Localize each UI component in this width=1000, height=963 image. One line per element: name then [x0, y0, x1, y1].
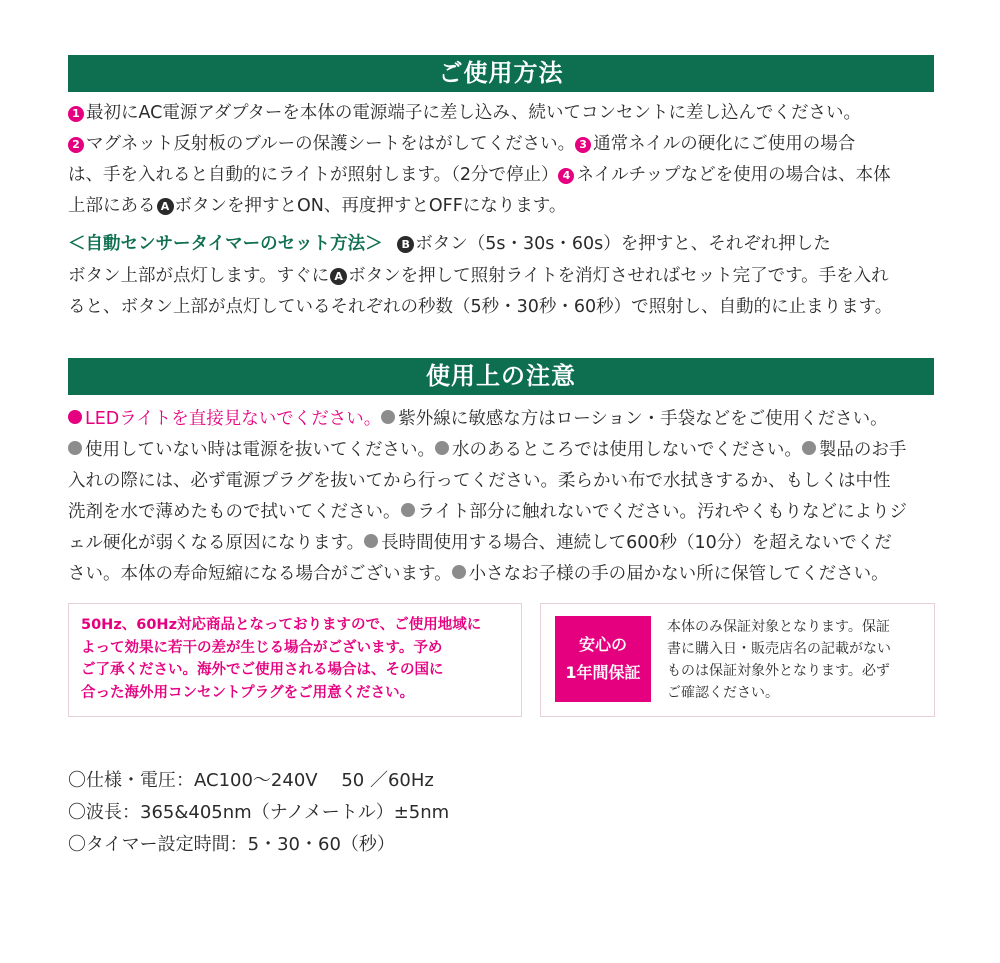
button-a-icon: A — [330, 268, 347, 285]
step-4-text-b-pre: 上部にある — [68, 196, 156, 216]
step-1-marker: 1 — [68, 106, 84, 122]
sensor-line-3 — [68, 292, 892, 323]
warranty-text — [667, 616, 891, 704]
usage-line-2 — [68, 129, 855, 160]
caution-line-6 — [68, 559, 889, 590]
pink-bullet-icon — [68, 410, 82, 424]
sensor-text-a: ボタン（5s・30s・60s）を押すと、それぞれ押した — [415, 234, 831, 254]
warranty-badge-line-2: 1年間保証 — [565, 663, 641, 682]
caution-line-2 — [68, 435, 906, 466]
step-1-text: 最初にAC電源アダプターを本体の電源端子に差し込み、続いてコンセントに差し込んでください。 — [86, 103, 861, 123]
warranty-line: ものは保証対象外となります。必ず — [667, 663, 890, 679]
caution-title: 使用上の注意 — [426, 362, 576, 390]
sensor-heading: ＜自動センサータイマーのセット方法＞ — [68, 234, 383, 254]
step-2-marker: 2 — [68, 137, 84, 153]
frequency-notice-text — [81, 614, 481, 704]
caution-touch-b: ェル硬化が弱くなる原因になります。 — [68, 533, 365, 553]
button-a-icon: A — [157, 198, 174, 215]
usage-header — [68, 55, 934, 92]
caution-line-4 — [68, 497, 907, 528]
caution-duration-a: 長時間使用する場合、連続して600秒（10分）を超えないでくだ — [381, 533, 892, 553]
sensor-text-c: ると、ボタン上部が点灯しているそれぞれの秒数（5秒・30秒・60秒）で照射し、自動的に止まります。 — [68, 297, 893, 317]
usage-line-3 — [68, 160, 891, 191]
sensor-line-2 — [68, 261, 889, 292]
gray-bullet-icon — [68, 441, 82, 455]
gray-bullet-icon — [435, 441, 449, 455]
sensor-text-b-pre: ボタン上部が点灯します。すぐに — [68, 266, 330, 286]
usage-title: ご使用方法 — [438, 59, 564, 87]
warranty-line: 書に購入日・販売店名の記載がない — [667, 641, 891, 657]
sensor-line-1 — [68, 229, 831, 260]
notice-line: よって効果に若干の差が生じる場合がございます。予め — [81, 639, 443, 656]
gray-bullet-icon — [381, 410, 395, 424]
caution-uv-note: 紫外線に敏感な方はローション・手袋などをご使用ください。 — [398, 409, 888, 429]
gray-bullet-icon — [452, 565, 466, 579]
notice-line: 50Hz、60Hz対応商品となっておりますので、ご使用地域に — [81, 617, 482, 633]
gray-bullet-icon — [401, 503, 415, 517]
step-4-marker: 4 — [558, 168, 574, 184]
step-3-text-a: 通常ネイルの硬化にご使用の場合 — [593, 134, 856, 154]
caution-water: 水のあるところでは使用しないでください。 — [452, 440, 802, 460]
warranty-badge-line-1: 安心の — [578, 635, 627, 654]
step-3-marker: 3 — [575, 137, 591, 153]
warranty-line: 本体のみ保証対象となります。保証 — [667, 619, 890, 635]
warranty-box — [540, 603, 935, 717]
step-2-text: マグネット反射板のブルーの保護シートをはがしてください。 — [86, 134, 576, 154]
warranty-badge — [555, 616, 651, 702]
usage-line-1 — [68, 98, 861, 129]
warranty-line: ご確認ください。 — [667, 685, 779, 701]
step-4-text-a: ネイルチップなどを使用の場合は、本体 — [576, 165, 891, 185]
caution-unplug: 使用していない時は電源を抜いてください。 — [85, 440, 435, 460]
gray-bullet-icon — [802, 441, 816, 455]
gray-bullet-icon — [364, 534, 378, 548]
caution-touch-a: ライト部分に触れないでください。汚れやくもりなどによりジ — [417, 502, 907, 522]
caution-children: 小さなお子様の手の届かない所に保管してください。 — [468, 564, 889, 584]
spec-wavelength: 〇波長：365&405nm（ナノメートル）±5nm — [68, 802, 450, 823]
caution-line-5 — [68, 528, 892, 559]
step-4-text-b-post: ボタンを押すとON、再度押すとOFFになります。 — [174, 196, 567, 216]
caution-line-3 — [68, 466, 891, 497]
caution-duration-b: さい。本体の寿命短縮になる場合がございます。 — [68, 564, 452, 584]
frequency-notice-box — [68, 603, 522, 717]
notice-line: ご了承ください。海外でご使用される場合は、その国に — [81, 662, 444, 678]
button-b-icon: B — [397, 236, 414, 253]
caution-led-warning: LEDライトを直接見ないでください。 — [85, 409, 382, 429]
usage-line-4 — [68, 191, 566, 222]
notice-line: 合った海外用コンセントプラグをご用意ください。 — [81, 684, 415, 701]
caution-care-c: 洗剤を水で薄めたもので拭いてください。 — [68, 502, 401, 522]
spec-voltage: 〇仕様・電圧：AC100〜240V 50 ／60Hz — [68, 770, 434, 791]
caution-line-1 — [68, 404, 888, 435]
caution-care-a: 製品のお手 — [818, 440, 907, 460]
spec-timer: 〇タイマー設定時間：5・30・60（秒） — [68, 834, 395, 855]
caution-header — [68, 358, 934, 395]
sensor-text-b-post: ボタンを押して照射ライトを消灯させればセット完了です。手を入れ — [348, 266, 889, 286]
caution-care-b: 入れの際には、必ず電源プラグを抜いてから行ってください。柔らかい布で水拭きするか、もしくは中性 — [68, 471, 891, 491]
step-3-text-b: は、手を入れると自動的にライトが照射します。（2分で停止） — [68, 165, 559, 185]
